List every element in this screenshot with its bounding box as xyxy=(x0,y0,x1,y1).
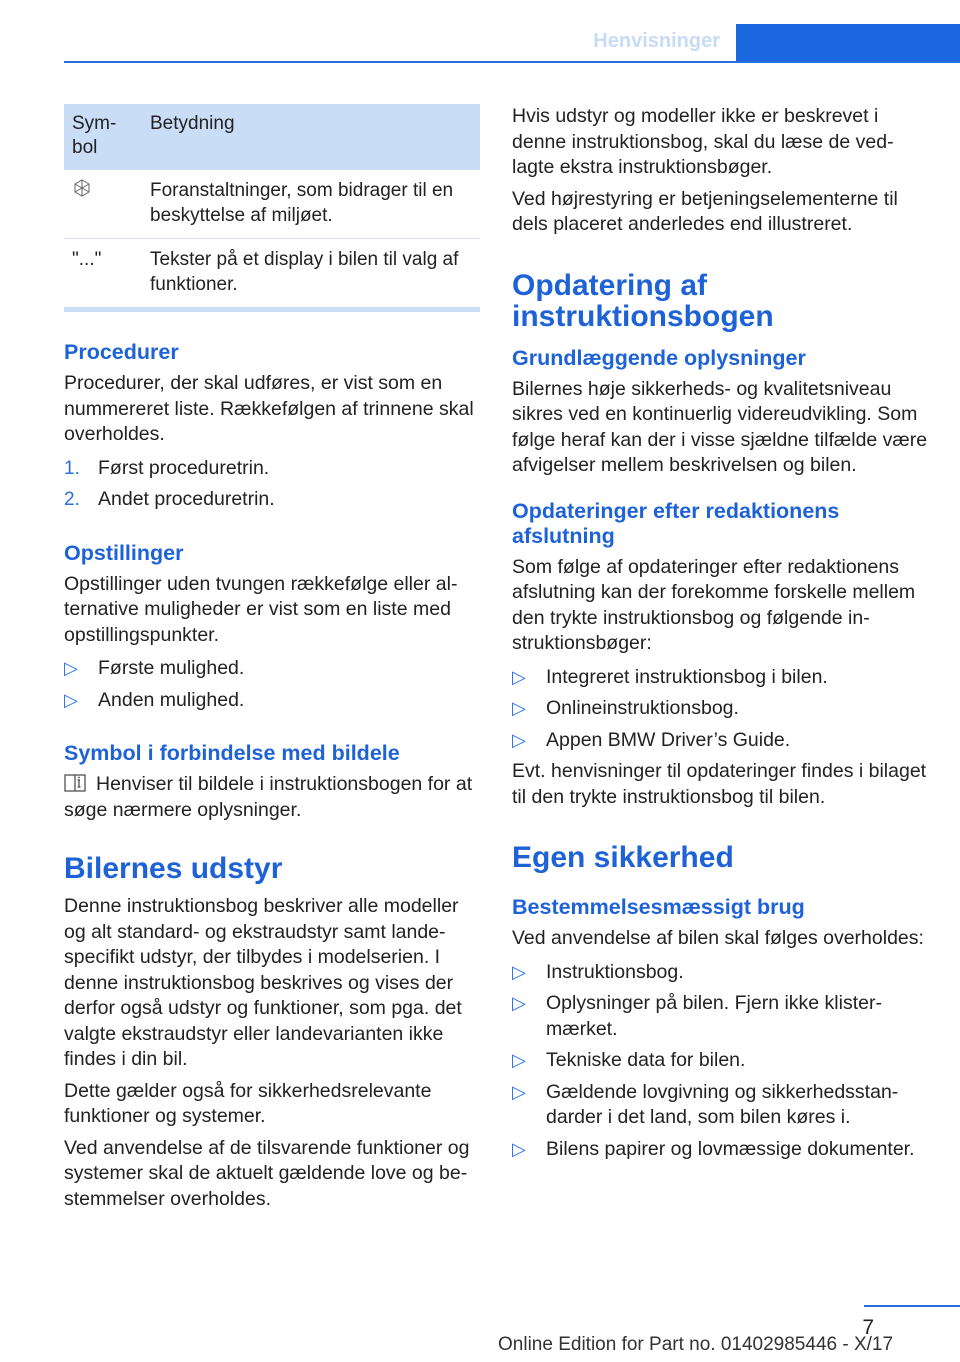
paragraph: Ved anvendelse af de tilsvarende funktioner og systemer skal de aktuelt gældende love og bestemmelser overholdes. xyxy=(64,1136,470,1210)
bullet-triangle-icon: ▷ xyxy=(512,698,526,718)
book-icon xyxy=(64,774,86,792)
page-header xyxy=(0,0,960,64)
table-cell-meaning: Foranstaltninger, som bidrager til en beskyttelse af miljøet. xyxy=(142,170,480,239)
bullet-list xyxy=(512,960,928,1163)
subheading-bestemmelse: Bestemmelsesmæssigt brug xyxy=(512,895,805,919)
header-rule xyxy=(64,61,960,63)
heading-opstillinger: Opstillinger xyxy=(64,540,184,565)
table-row xyxy=(64,239,480,308)
header-title: Henvisninger xyxy=(593,30,720,52)
list-item: 1. Først proceduretrin. xyxy=(64,456,270,479)
bullet-triangle-icon: ▷ xyxy=(512,1050,526,1070)
table-header-symbol: Sym- bol xyxy=(64,104,142,170)
list-item: ▷ Bilens papirer og lovmæssige dokumenter. xyxy=(512,1137,928,1163)
heading-bildele: Symbol i forbindelse med bildele xyxy=(64,741,400,765)
bullet-triangle-icon: ▷ xyxy=(512,1081,526,1102)
list-item: ▷ Tekniske data for bilen. xyxy=(512,1048,928,1074)
subheading-opdateringer: Opdateringer efter redaktionens afslutning xyxy=(512,498,840,548)
list-item: ▷ Oplysninger på bilen. Fjern ikke klistermærket. xyxy=(512,992,882,1040)
heading-udstyr: Bilernes udstyr xyxy=(64,852,283,885)
page-number: 7 xyxy=(862,1316,874,1339)
list-item: ▷ Instruktionsbog. xyxy=(512,960,928,986)
subheading-grundlaeggende: Grundlæggende oplysninger xyxy=(512,345,806,370)
numbered-list xyxy=(64,456,480,513)
paragraph: Ved anvendelse af bilen skal følges overholdes: xyxy=(512,927,924,949)
table-row xyxy=(64,170,480,239)
bullet-list xyxy=(512,665,928,754)
bullet-triangle-icon: ▷ xyxy=(512,993,526,1013)
table-bottom-rule xyxy=(64,307,480,312)
paragraph: Procedurer, der skal udføres, er vist som en nummereret liste. Rækkefølgen af trinnene skal overholdes. xyxy=(64,372,474,445)
heading-sikkerhed: Egen sikkerhed xyxy=(512,841,734,874)
heading-opdatering: Opdatering af instruktionsbogen xyxy=(512,268,774,333)
list-item: ▷ Anden mulighed. xyxy=(64,688,480,714)
section-sikkerhed xyxy=(512,842,928,1162)
table-cell-meaning: Tekster på et display i bilen til valg af funktioner. xyxy=(150,249,459,295)
paragraph: Dette gælder også for sikkerhedsrelevante funktioner og systemer. xyxy=(64,1079,432,1127)
list-item: ▷ Gældende lovgivning og sikkerhedsstandarder i det land, som bilen køres i. xyxy=(512,1080,899,1128)
section-bildele xyxy=(64,741,480,823)
section-opdatering xyxy=(512,270,928,811)
list-item: ▷ Onlineinstruktionsbog. xyxy=(512,696,928,722)
header-color-block xyxy=(736,24,960,61)
footer-rule xyxy=(864,1305,960,1307)
footer-edition: Online Edition for Part no. 01402985446 - X/17 xyxy=(498,1334,894,1355)
paragraph: Evt. henvisninger til opdateringer findes i bilaget til den trykte instruktionsbog til bilen. xyxy=(512,760,927,808)
bullet-triangle-icon: ▷ xyxy=(512,666,526,687)
section-procedurer xyxy=(64,340,480,513)
paragraph: Som følge af opdateringer efter redaktionens afslutning kan der forekomme forskelle mellem den trykte instruktionsbog og følgende instruktionsbøger: xyxy=(512,555,916,654)
table-header-meaning: Betydning xyxy=(142,104,480,170)
bullet-triangle-icon: ▷ xyxy=(512,1138,526,1159)
bullet-list xyxy=(64,656,480,713)
paragraph: Bilernes høje sikkerheds- og kvalitetsniveau sikres ved en kontinuerlig videreudvikling. Som følge heraf kan der i visse sjældne tilfælde være afvigelser mellem beskrivelsen og bilen. xyxy=(512,377,928,476)
table-cell-symbol: "..." xyxy=(72,249,102,270)
list-item: 2. Andet proceduretrin. xyxy=(64,488,275,510)
bullet-triangle-icon: ▷ xyxy=(64,658,78,678)
bullet-triangle-icon: ▷ xyxy=(64,689,78,710)
symbol-table xyxy=(64,104,480,307)
list-item: ▷ Første mulighed. xyxy=(64,656,480,682)
paragraph: Opstillinger uden tvungen rækkefølge eller alternative muligheder er vist som en liste med opstillingspunkter. xyxy=(64,572,458,646)
heading-procedurer: Procedurer xyxy=(64,340,179,364)
bullet-triangle-icon: ▷ xyxy=(512,961,526,982)
section-udstyr xyxy=(64,853,480,1212)
right-column xyxy=(512,104,928,1162)
left-column xyxy=(64,104,480,1212)
paragraph: Henviser til bildele i instruktionsbogen for at søge nærmere oplysninger. xyxy=(64,773,473,821)
paragraph: Hvis udstyr og modeller ikke er beskrevet i denne instruktionsbog, skal du læse de vedlagte ekstra instruktionsbøger. xyxy=(512,105,894,178)
bullet-triangle-icon: ▷ xyxy=(512,729,526,750)
list-item: ▷ Integreret instruktionsbog i bilen. xyxy=(512,665,928,691)
list-item: ▷ Appen BMW Driver’s Guide. xyxy=(512,728,928,754)
paragraph: Ved højrestyring er betjeningselementerne til dels placeret anderledes end illustreret. xyxy=(512,187,898,235)
section-opstillinger xyxy=(64,541,480,714)
paragraph: Denne instruktionsbog beskriver alle modeller og alt standard- og ekstraudstyr samt landespecifikt udstyr, der tilbydes i modelserien. I denne instruktionsbog beskrives og vises der derfor også udstyr og funktioner, som pga. det valgte ekstraudstyr eller landevarianten ikke findes i din bil. xyxy=(64,895,462,1070)
environment-leaf-icon xyxy=(72,178,92,198)
